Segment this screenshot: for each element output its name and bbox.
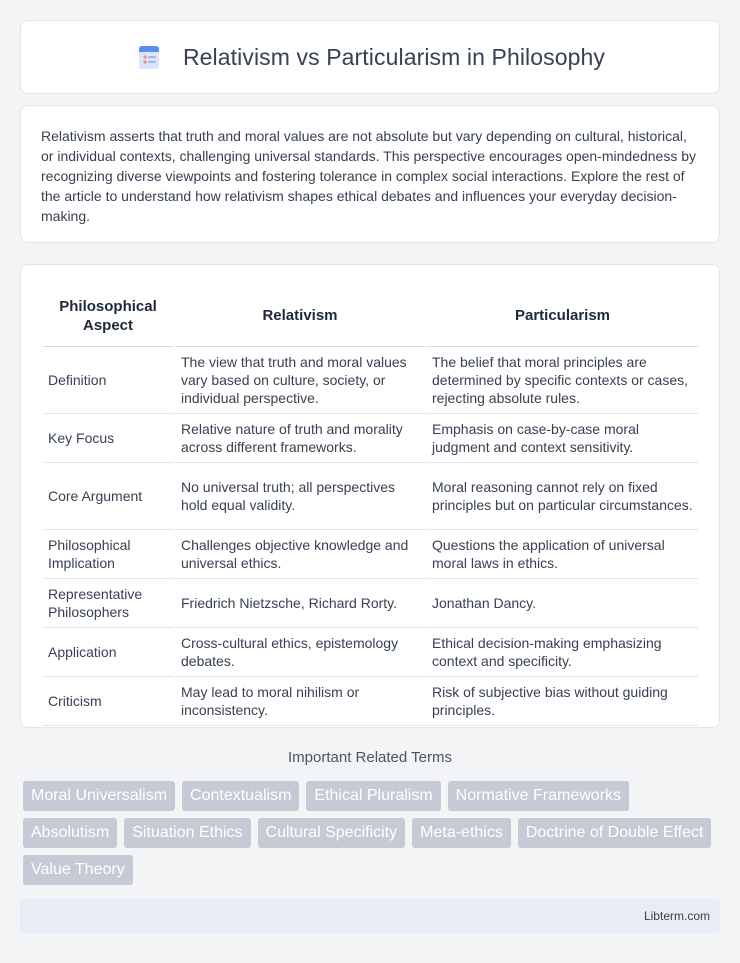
related-terms-tags	[23, 781, 723, 885]
table-header-row	[43, 285, 698, 347]
row-particularism: The belief that moral principles are determined by specific contexts or cases, rejecting absolute rules.	[427, 347, 698, 414]
related-term-tag[interactable]: Meta-ethics	[412, 818, 511, 848]
table-row	[43, 579, 698, 628]
related-term-tag[interactable]: Absolutism	[23, 818, 117, 848]
intro-paragraph: Relativism asserts that truth and moral values are not absolute but vary depending on cultural, historical, or individual contexts, challenging universal standards. This perspective encourages open-mindedness by recognizing diverse viewpoints and fostering tolerance in complex social interactions. Explore the rest of the article to understand how relativism shapes ethical debates and influences your everyday decision-making.	[41, 128, 697, 224]
row-relativism: No universal truth; all perspectives hold equal validity.	[176, 463, 427, 530]
related-term-tag[interactable]: Normative Frameworks	[448, 781, 629, 811]
related-terms-title: Important Related Terms	[288, 749, 452, 766]
related-term-tag[interactable]: Moral Universalism	[23, 781, 175, 811]
row-aspect: Representative Philosophers	[43, 579, 176, 628]
table-row	[43, 677, 698, 726]
related-term-tag[interactable]: Situation Ethics	[124, 818, 250, 848]
row-relativism: The view that truth and moral values vary based on culture, society, or individual perspective.	[176, 347, 427, 414]
related-term-tag[interactable]: Cultural Specificity	[258, 818, 406, 848]
table-row	[43, 347, 698, 414]
row-aspect: Definition	[43, 347, 176, 414]
comparison-table-card	[20, 264, 720, 728]
row-particularism: Jonathan Dancy.	[427, 579, 698, 628]
row-particularism: Ethical decision-making emphasizing context and specificity.	[427, 628, 698, 677]
row-relativism: Friedrich Nietzsche, Richard Rorty.	[176, 579, 427, 628]
related-term-tag[interactable]: Ethical Pluralism	[306, 781, 440, 811]
table-row	[43, 414, 698, 463]
table-row	[43, 530, 698, 579]
related-term-tag[interactable]: Value Theory	[23, 855, 133, 885]
comparison-table	[43, 285, 698, 726]
row-particularism: Moral reasoning cannot rely on fixed principles but on particular circumstances.	[427, 463, 698, 530]
table-row	[43, 463, 698, 530]
footer-site-link[interactable]: Libterm.com	[643, 909, 710, 923]
row-relativism: Cross-cultural ethics, epistemology debates.	[176, 628, 427, 677]
related-term-tag[interactable]: Doctrine of Double Effect	[518, 818, 712, 848]
row-aspect: Application	[43, 628, 176, 677]
header-card	[20, 20, 720, 94]
footer	[20, 899, 720, 933]
row-particularism: Risk of subjective bias without guiding principles.	[427, 677, 698, 726]
header-relativism: Relativism	[176, 285, 427, 347]
row-aspect: Philosophical Implication	[43, 530, 176, 579]
header-aspect: Philosophical Aspect	[43, 285, 176, 347]
row-aspect: Criticism	[43, 677, 176, 726]
row-relativism: Relative nature of truth and morality across different frameworks.	[176, 414, 427, 463]
page-title: Relativism vs Particularism in Philosophy	[182, 43, 606, 70]
row-relativism: Challenges objective knowledge and universal ethics.	[176, 530, 427, 579]
row-particularism: Emphasis on case-by-case moral judgment and context sensitivity.	[427, 414, 698, 463]
row-aspect: Key Focus	[43, 414, 176, 463]
document-icon	[135, 43, 163, 71]
row-particularism: Questions the application of universal moral laws in ethics.	[427, 530, 698, 579]
row-aspect: Core Argument	[43, 463, 176, 530]
row-relativism: May lead to moral nihilism or inconsistency.	[176, 677, 427, 726]
intro-card	[20, 105, 720, 243]
related-term-tag[interactable]: Contextualism	[182, 781, 299, 811]
table-row	[43, 628, 698, 677]
header-particularism: Particularism	[427, 285, 698, 347]
